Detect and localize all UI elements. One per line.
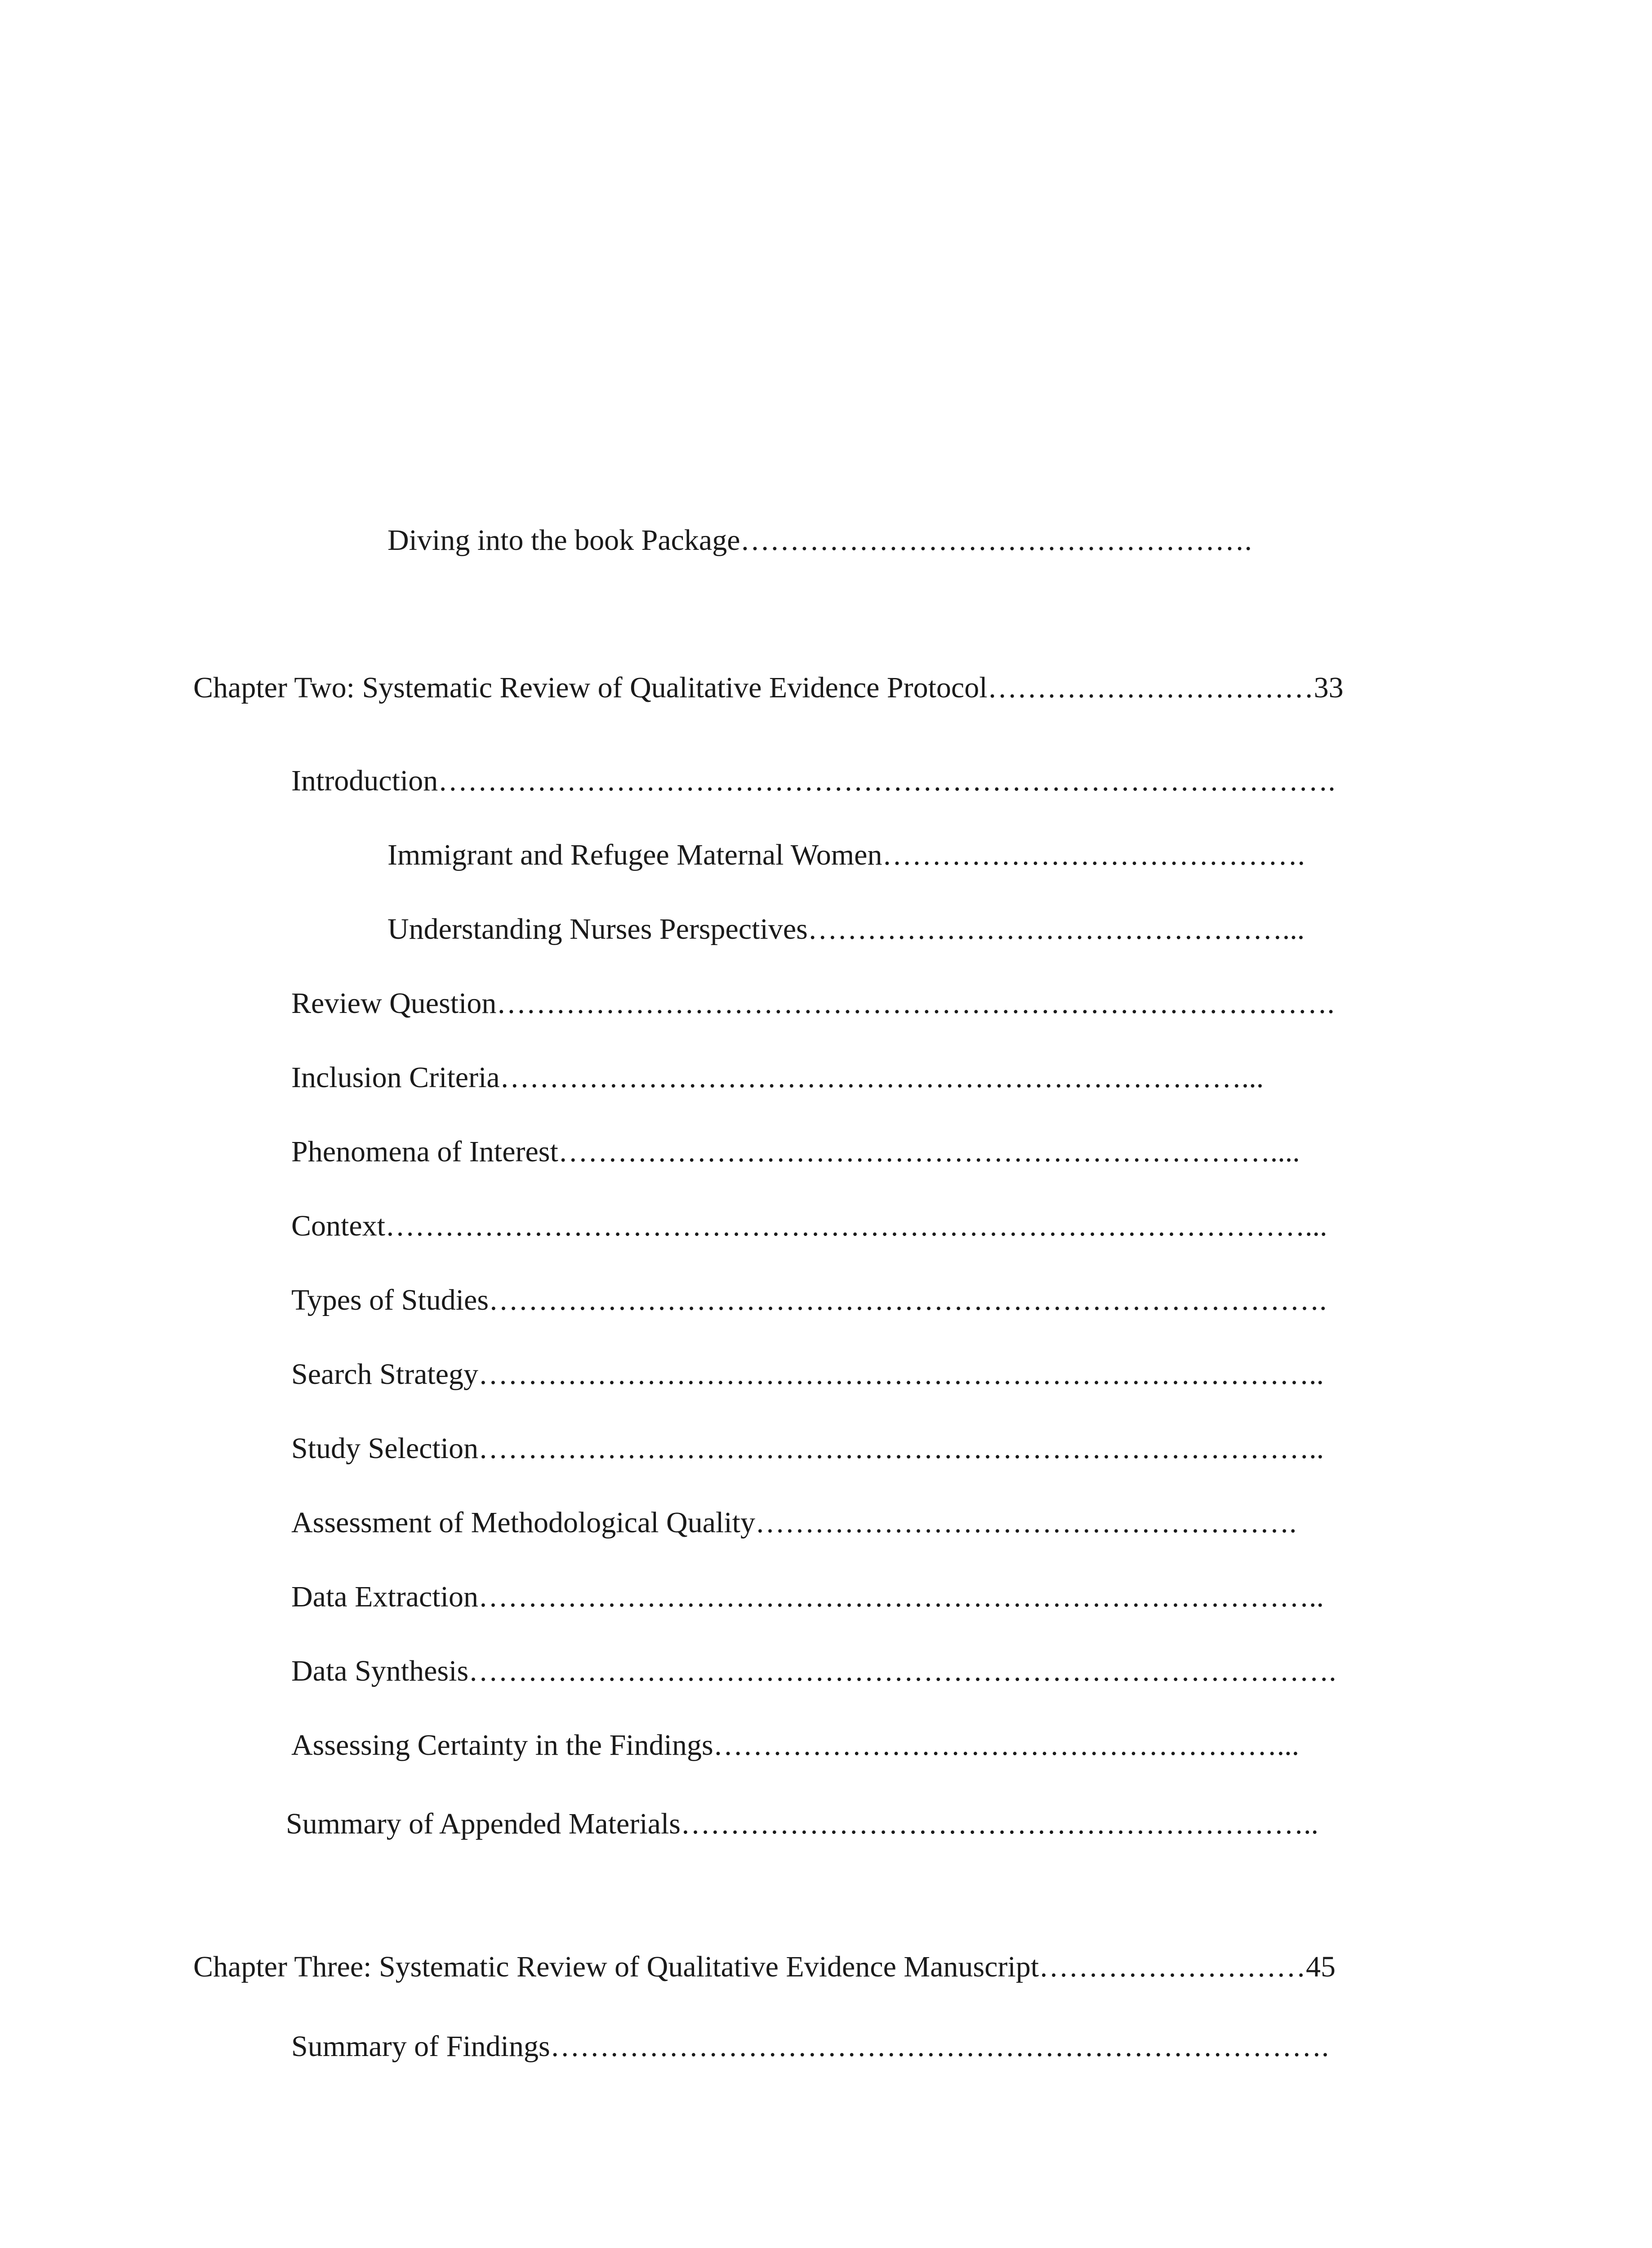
toc-entry-assessment: Assessment of Methodological Quality………………………………………………. xyxy=(291,1506,1297,1539)
toc-entry-extraction: Data Extraction………………………………………………………………………….. xyxy=(291,1580,1324,1613)
toc-entry-diving: Diving into the book Package……………………………………………. xyxy=(387,524,1252,557)
toc-entry-context: Context…………………………………………………………………………………... xyxy=(291,1209,1327,1242)
toc-entry-phenomena: Phenomena of Interest……………………………………………………………….... xyxy=(291,1135,1300,1168)
toc-entry-findings: Summary of Findings……………………………………………………………………. xyxy=(291,2030,1329,2063)
toc-entry-nurses: Understanding Nurses Perspectives…………………………………………... xyxy=(387,913,1305,946)
toc-entry-review-question: Review Question…………………………………………………………………………. xyxy=(291,987,1335,1020)
toc-entry-appended: Summary of Appended Materials……………………………………………………….. xyxy=(286,1807,1318,1840)
toc-entry-synthesis: Data Synthesis……………………………………………………………………………. xyxy=(291,1655,1336,1687)
toc-entry-inclusion: Inclusion Criteria…………………………………………………………………... xyxy=(291,1061,1264,1094)
toc-entry-introduction: Introduction………………………………………………………………………………. xyxy=(291,764,1336,797)
toc-entry-search: Search Strategy………………………………………………………………………….. xyxy=(291,1358,1324,1391)
toc-entry-certainty: Assessing Certainty in the Findings…………………………………………………... xyxy=(291,1729,1300,1762)
toc-entry-immigrant: Immigrant and Refugee Maternal Women……………………………………. xyxy=(387,839,1305,871)
toc-entry-selection: Study Selection………………………………………………………………………….. xyxy=(291,1432,1324,1465)
toc-chapter-two: Chapter Two: Systematic Review of Qualitative Evidence Protocol……………………………33 xyxy=(193,671,1344,704)
toc-entry-types: Types of Studies…………………………………………………………………………. xyxy=(291,1284,1327,1316)
toc-chapter-three: Chapter Three: Systematic Review of Qualitative Evidence Manuscript………………………45 xyxy=(193,1950,1336,1983)
